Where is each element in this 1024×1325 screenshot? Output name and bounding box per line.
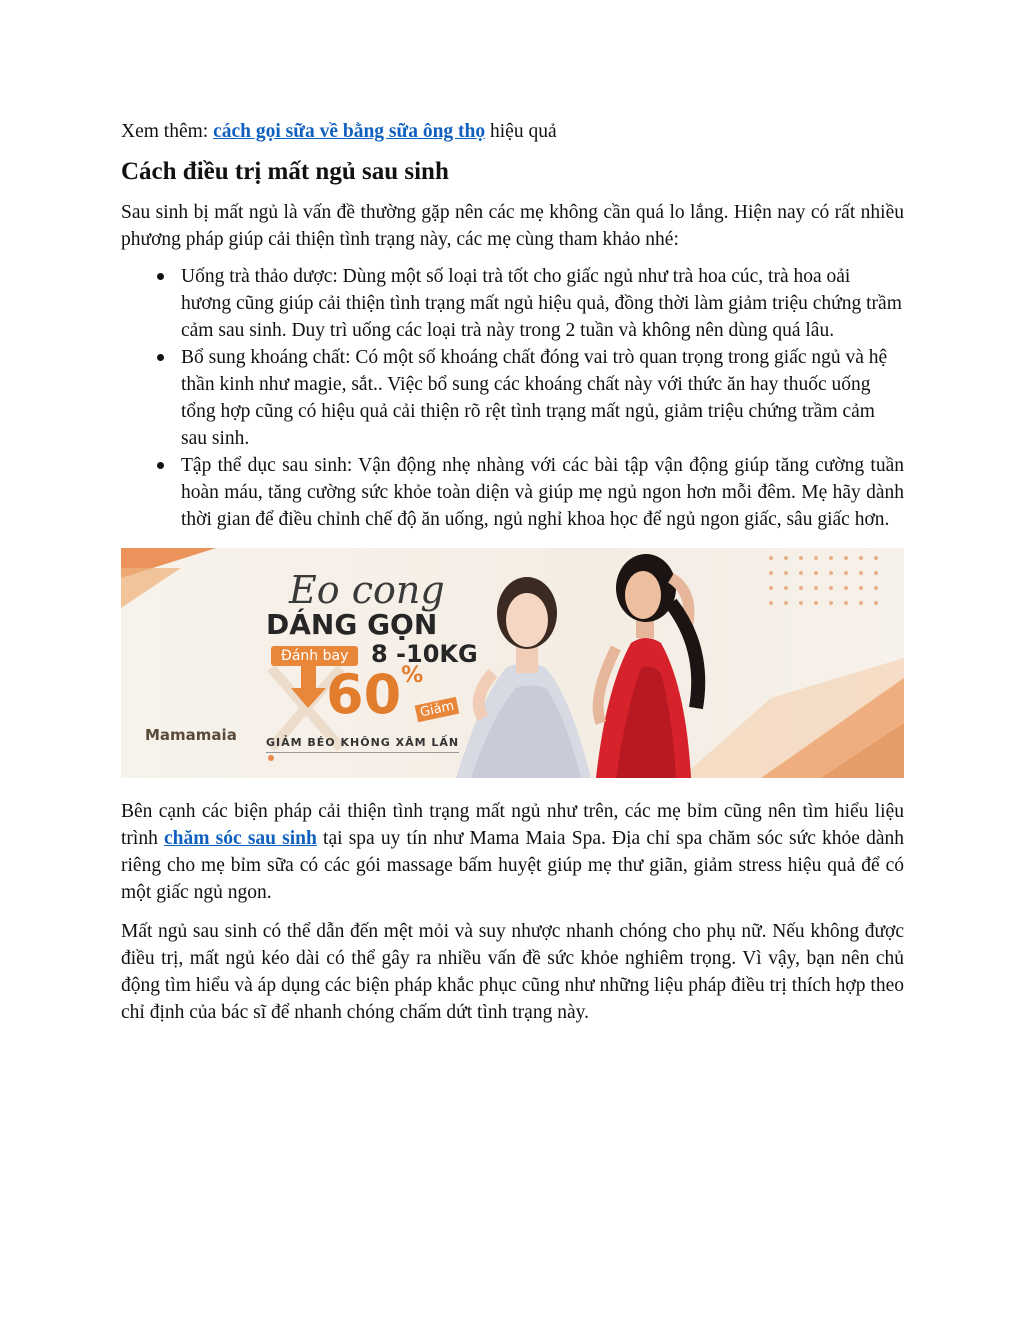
see-also-link[interactable]: cách gọi sữa về bằng sữa ông thọ — [213, 121, 486, 142]
list-item — [181, 344, 904, 452]
model-figure-right — [596, 554, 698, 778]
spa-paragraph-before: Bên cạnh các biện pháp cải thiện tình trạng mất ngủ như trên, các mẹ bỉm cũng nên tìm hiểu liệu trình — [121, 801, 904, 849]
model-figure-left — [456, 577, 591, 778]
conclusion-paragraph: Mất ngủ sau sinh có thể dẫn đến mệt mỏi và suy nhược nhanh chóng cho phụ nữ. Nếu không được điều trị, mất ngủ kéo dài có thể gây ra nhiều vấn đề sức khỏe nghiêm trọng. Vì vậy, bạn nên chủ động tìm hiểu và áp dụng các biện pháp khắc phục cũng như những liệu pháp điều trị thích hợp theo chỉ định của bác sĩ để nhanh chóng chấm dứt tình trạng này. — [121, 921, 904, 1023]
banner-tagline: GIẢM BÉO KHÔNG XÂM LẤN — [266, 736, 459, 753]
banner-title-main: DÁNG GỌN — [266, 608, 438, 641]
section-heading: Cách điều trị mất ngủ sau sinh — [121, 158, 449, 185]
bullet-icon — [157, 462, 164, 469]
list-item-text: Tập thể dục sau sinh: Vận động nhẹ nhàng với các bài tập vận động giúp tăng cường tuần hoàn máu, tăng cường sức khỏe toàn diện và giúp mẹ ngủ ngon hơn mỗi đêm. Mẹ hãy dành thời gian để điều chỉnh chế độ ăn uống, ngủ nghỉ khoa học để ngủ ngon giấc, sâu giấc hơn. — [181, 455, 904, 530]
spa-paragraph-after: tại spa uy tín như Mama Maia Spa. Địa chỉ spa chăm sóc sức khỏe dành riêng cho mẹ bỉm sữa có các gói massage bấm huyệt giúp mẹ thư giãn, giảm stress hiệu quả để có một giấc ngủ ngon. — [121, 828, 904, 903]
banner-artwork — [121, 548, 904, 778]
bullet-icon — [157, 354, 164, 361]
banner-discount-word: Giảm — [415, 697, 460, 722]
banner-title-script: Eo cong — [289, 568, 445, 612]
list-item-text: Uống trà thảo dược: Dùng một số loại trà tốt cho giấc ngủ như trà hoa cúc, trà hoa oải hương cũng giúp cải thiện tình trạng mất ngủ hiệu quả, đồng thời làm giảm triệu chứng trầm cảm sau sinh. Duy trì uống các loại trà này trong 2 tuần và không nên dùng quá lâu. — [181, 266, 902, 341]
intro-paragraph: Sau sinh bị mất ngủ là vấn đề thường gặp nên các mẹ không cần quá lo lắng. Hiện nay có rất nhiều phương pháp giúp cải thiện tình trạng này, các mẹ cùng tham khảo nhé: — [121, 202, 904, 250]
list-item-text: Bổ sung khoáng chất: Có một số khoáng chất đóng vai trò quan trọng trong giấc ngủ và hệ thần kinh như magie, sắt.. Việc bổ sung các khoáng chất này với thức ăn hay thuốc uống tổng hợp cũng có hiệu quả cải thiện rõ rệt tình trạng mất ngủ, giảm triệu chứng trầm cảm sau sinh. — [181, 347, 888, 449]
tips-list — [121, 263, 904, 533]
spa-paragraph — [121, 798, 904, 906]
banner-weight: 8 -10KG — [371, 640, 478, 668]
see-also-line — [121, 118, 904, 145]
promo-banner-image — [121, 548, 904, 778]
postpartum-care-link[interactable]: chăm sóc sau sinh — [164, 828, 317, 849]
banner-pill-label: Đánh bay — [271, 646, 358, 666]
banner-percent-sign: % — [401, 663, 424, 688]
mamamaia-logo: Mamamaia — [145, 726, 237, 744]
see-also-suffix: hiệu quả — [485, 121, 557, 142]
bullet-icon — [157, 273, 164, 280]
see-also-prefix: Xem thêm: — [121, 121, 214, 142]
banner-percent — [326, 663, 423, 726]
article-content — [121, 118, 904, 1026]
list-item — [181, 452, 904, 533]
list-item — [181, 263, 904, 344]
banner-percent-number: 60 — [326, 663, 402, 726]
